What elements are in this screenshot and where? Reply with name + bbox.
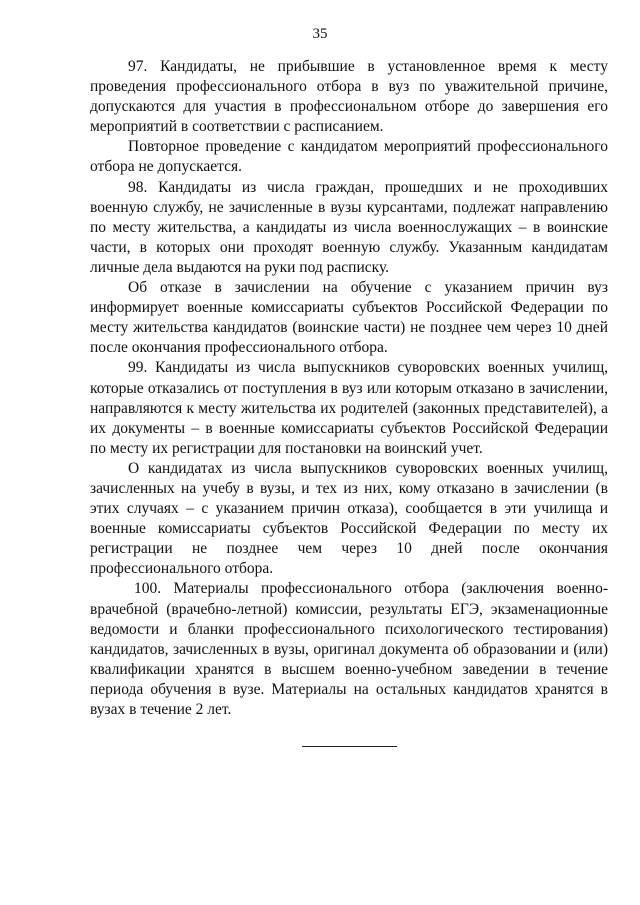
paragraph-97-repeat-rule: Повторное проведение с кандидатом мероприятий профессионального отбора не допускается. [90,138,608,176]
paragraph-100: 100. Материалы профессионального отбора (заключения военно-врачебной (врачебно-летной) комиссии, результаты ЕГЭ, экзаменационные ведомости и бланки профессионального психологического тестирования) кандидатов, зачисленных в вузы, оригинал документа об образовании и (или) квалификации хранятся в высшем военно-учебном заведении в течение периода обучения в вузе. Материалы на остальных кандидатов хранятся в вузах в течение 2 лет. [90,580,608,718]
closing-divider-line [302,746,397,747]
paragraph-99: 99. Кандидаты из числа выпускников суворовских военных училищ, которые отказались от поступления в вуз или которым отказано в зачислении, направляются к месту жительства их родителей (законных представителей), а их документы – в военные комиссариаты субъектов Российской Федерации по месту их регистрации для постановки на воинский учет. [90,359,608,457]
page-number: 35 [312,26,328,42]
document-body [90,57,608,720]
paragraph-99-suvorov-notice: О кандидатах из числа выпускников суворовских военных училищ, зачисленных на учебу в вузы, и тех из них, кому отказано в зачислении (в этих случаях – с указанием причин отказа), сообщается в эти училища и военные комиссариаты субъектов Российской Федерации по месту их регистрации не позднее чем через 10 дней после окончания профессионального отбора. [90,459,608,578]
paragraph-97: 97. Кандидаты, не прибывшие в установленное время к месту проведения профессионального отбора в вуз по уважительной причине, допускаются для участия в профессиональном отборе до завершения его мероприятий в соответствии с расписанием. [90,58,608,136]
paragraph-98-refusal-notice: Об отказе в зачислении на обучение с указанием причин вуз информирует военные комиссариаты субъектов Российской Федерации по месту жительства кандидатов (воинские части) не позднее чем через 10 дней после окончания профессионального отбора. [90,279,608,357]
paragraph-98: 98. Кандидаты из числа граждан, прошедших и не проходивших военную службу, не зачисленные в вузы курсантами, подлежат направлению по месту жительства, а кандидаты из числа военнослужащих – в воинские части, в которых они проходят военную службу. Указанным кандидатам личные дела выдаются на руки под расписку. [90,178,608,276]
